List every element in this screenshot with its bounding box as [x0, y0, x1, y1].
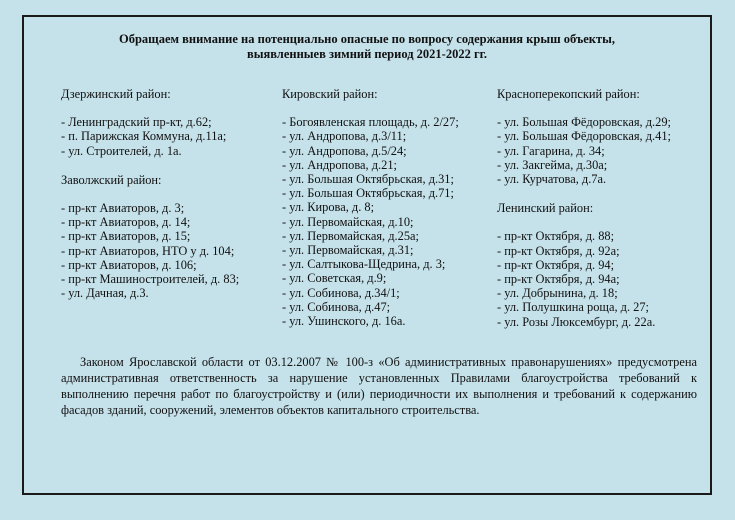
address-item: - ул. Большая Фёдоровская, д.41; [497, 129, 671, 144]
address-item: - ул. Закгейма, д.30а; [497, 157, 608, 172]
column-3 [497, 87, 671, 329]
address-item: - ул. Первомайская, д.25а; [282, 228, 419, 243]
address-item: - ул. Дачная, д.3. [61, 286, 149, 301]
address-item: - пр-кт Авиаторов, д. 15; [61, 229, 191, 244]
address-item: - ул. Собинова, д.47; [282, 299, 391, 314]
address-item: - ул. Андропова, д.3/11; [282, 129, 407, 144]
district-heading: Красноперекопский район: [497, 87, 640, 101]
address-item: - ул. Добрынина, д. 18; [497, 286, 618, 301]
address-item: - ул. Большая Октябрьская, д.71; [282, 186, 454, 201]
title-line-1: Обращаем внимание на потенциально опасные по вопросу содержания крыш объекты, [118, 32, 616, 46]
address-item: - ул. Гагарина, д. 34; [497, 143, 605, 158]
address-item: - пр-кт Октября, д. 88; [497, 229, 615, 244]
address-item: - ул. Салтыкова-Щедрина, д. 3; [282, 257, 446, 272]
law-reference-paragraph: Законом Ярославской области от 03.12.2007 № 100-з «Об административных правонарушениях» предусмотрена административная ответственность за нарушение установленных Правилами благоустройства требований к выполнению перечня работ по благоустройству и (или) периодичности их выполнения и требований к содержанию фасадов зданий, сооружений, элементов объектов капитального строительства. [61, 355, 697, 417]
address-item: - ул. Собинова, д.34/1; [282, 285, 400, 300]
heading-spacer [61, 187, 239, 201]
group-spacer [497, 186, 671, 201]
address-item: - ул. Большая Октябрьская, д.31; [282, 172, 454, 187]
address-item: - п. Парижская Коммуна, д.11а; [61, 129, 227, 144]
address-item: - ул. Ушинского, д. 16а. [282, 314, 406, 329]
heading-spacer [61, 101, 239, 115]
address-item: - пр-кт Авиаторов, д. 3; [61, 201, 185, 216]
address-item: - ул. Розы Люксембург, д. 22а. [497, 314, 656, 329]
address-item: - пр-кт Октября, д. 94; [497, 257, 615, 272]
address-item: - ул. Кирова, д. 8; [282, 200, 375, 215]
district-heading: Заволжский район: [61, 172, 162, 187]
group-spacer [61, 158, 239, 173]
address-item: - ул. Советская, д.9; [282, 271, 387, 286]
address-item: - пр-кт Авиаторов, д. 14; [61, 215, 191, 230]
heading-spacer [497, 101, 671, 115]
address-item: - Ленинградский пр-кт, д.62; [61, 115, 212, 130]
address-item: - ул. Курчатова, д.7а. [497, 172, 607, 187]
district-heading: Дзержинский район: [61, 87, 171, 101]
title-line-2: выявленныев зимний период 2021-2022 гг. [246, 47, 488, 61]
address-item: - пр-кт Октября, д. 94а; [497, 272, 620, 287]
address-item: - Богоявленская площадь, д. 2/27; [282, 115, 459, 130]
address-item: - ул. Первомайская, д.31; [282, 243, 414, 258]
heading-spacer [282, 101, 459, 115]
address-item: - пр-кт Авиаторов, д. 106; [61, 257, 197, 272]
address-item: - ул. Андропова, д.21; [282, 157, 397, 172]
notice-title [22, 32, 712, 62]
address-item: - пр-кт Октября, д. 92а; [497, 243, 620, 258]
address-item: - пр-кт Машиностроителей, д. 83; [61, 272, 240, 287]
heading-spacer [497, 215, 671, 229]
district-heading: Кировский район: [282, 87, 378, 101]
column-1 [61, 87, 239, 300]
address-item: - ул. Строителей, д. 1а. [61, 143, 182, 158]
address-item: - пр-кт Авиаторов, НТО у д. 104; [61, 243, 235, 258]
address-item: - ул. Большая Фёдоровская, д.29; [497, 115, 671, 130]
column-2 [282, 87, 459, 328]
address-item: - ул. Андропова, д.5/24; [282, 143, 407, 158]
district-heading: Ленинский район: [497, 201, 594, 216]
address-item: - ул. Первомайская, д.10; [282, 214, 414, 229]
address-item: - ул. Полушкина роща, д. 27; [497, 300, 649, 315]
